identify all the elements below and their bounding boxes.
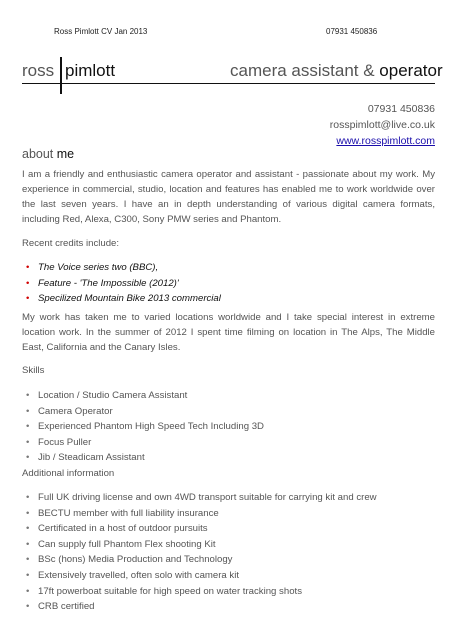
about-heading [22,147,74,161]
job-title-main: operator [379,61,443,80]
credits-list [22,260,453,307]
list-item: • Feature - 'The Impossible (2012)' [38,276,453,292]
credits-label: Recent credits include: [22,238,120,249]
name-divider [60,57,62,94]
job-title-prefix: camera assistant & [230,61,375,80]
skills-label: Skills [22,365,45,376]
about-heading-dark: me [56,147,75,161]
list-item: • Camera Operator [38,404,453,420]
list-item: • Certificated in a host of outdoor pursuits [38,521,453,537]
additional-label: Additional information [22,468,115,479]
list-item: • Full UK driving license and own 4WD transport suitable for carrying kit and crew [38,490,453,506]
name-first: ross [22,61,55,80]
list-item: • Location / Studio Camera Assistant [38,388,453,404]
about-heading-light: about [22,147,54,161]
header-phone: 07931 450836 [326,27,378,36]
list-item: • Can supply full Phantom Flex shooting Kit [38,537,453,553]
contact-phone: 07931 450836 [367,103,435,115]
intro-paragraph: I am a friendly and enthusiastic camera operator and assistant - passionate about my work. My experience in commercial, studio, location and features has enabled me to work worldwide over the last seven years. I have an in depth understanding of various digital camera formats, including Red, Alexa, C300, Sony PMW series and Phantom. [22,169,435,225]
list-item: • Experienced Phantom High Speed Tech Including 3D [38,419,453,435]
additional-list [22,490,453,615]
list-item: • BSc (hons) Media Production and Technology [38,552,453,568]
contact-website-link[interactable]: www.rosspimlott.com [336,135,435,147]
list-item: • CRB certified [38,599,453,615]
list-item: • BECTU member with full liability insurance [38,506,453,522]
list-item: • Focus Puller [38,435,453,451]
list-item: • Specilized Mountain Bike 2013 commercial [38,291,453,307]
job-title [230,61,443,81]
list-item: • The Voice series two (BBC), [38,260,453,276]
name-last: pimlott [65,61,116,80]
contact-email[interactable]: rosspimlott@live.co.uk [329,119,435,131]
list-item: • 17ft powerboat suitable for high speed on water tracking shots [38,584,453,600]
travel-paragraph: My work has taken me to varied locations worldwide and I take special interest in extreme location work. In the summer of 2012 I spent time filming on location in The Alps, The Middle East, California and the Canary Isles. [22,312,435,353]
header-doc-label: Ross Pimlott CV Jan 2013 [54,27,148,36]
title-rule [22,83,435,84]
skills-list [22,388,453,466]
list-item: • Jib / Steadicam Assistant [38,450,453,466]
list-item: • Extensively travelled, often solo with camera kit [38,568,453,584]
